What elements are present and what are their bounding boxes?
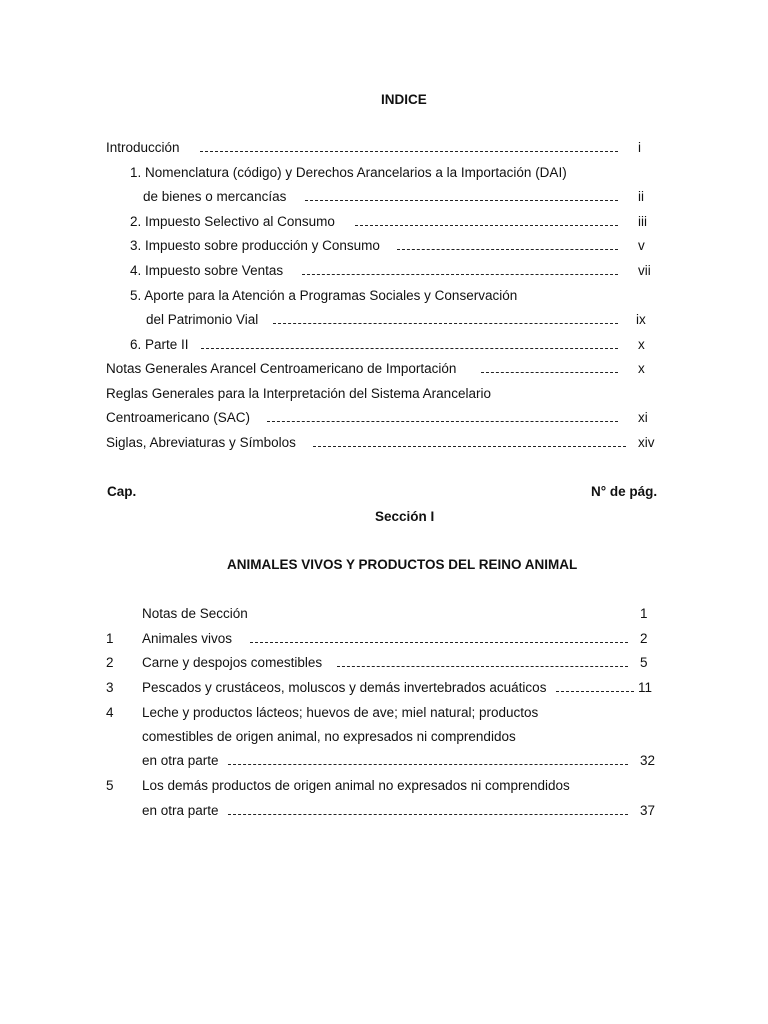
toc-entry-page: i [638, 140, 641, 155]
page-number-column-header: N° de pág. [591, 484, 658, 499]
chapter-label: Los demás productos de origen animal no expresados ni comprendidos [142, 778, 570, 793]
dot-leader [228, 764, 628, 765]
section-heading: ANIMALES VIVOS Y PRODUCTOS DEL REINO ANIMAL [227, 557, 578, 572]
toc-entry-label: Reglas Generales para la Interpretación del Sistema Arancelario [106, 386, 491, 401]
dot-leader [305, 200, 618, 201]
toc-entry-label: 3. Impuesto sobre producción y Consumo [130, 238, 380, 253]
dot-leader [201, 348, 618, 349]
toc-entry-page: vii [638, 263, 651, 278]
chapter-label: Pescados y crustáceos, moluscos y demás invertebrados acuáticos [142, 680, 547, 695]
chapter-number: 2 [106, 655, 114, 670]
toc-entry-label: 1. Nomenclatura (código) y Derechos Arancelarios a la Importación (DAI) [130, 165, 567, 180]
toc-entry-page: x [638, 337, 645, 352]
toc-entry-page: xiv [638, 435, 655, 450]
chapter-page: 2 [640, 631, 648, 646]
chapter-number: 4 [106, 705, 114, 720]
chapter-label: Carne y despojos comestibles [142, 655, 323, 670]
toc-entry-label: de bienes o mercancías [143, 189, 287, 204]
dot-leader [267, 421, 618, 422]
dot-leader [302, 274, 618, 275]
toc-entry-page: ii [638, 189, 644, 204]
toc-entry-label: del Patrimonio Vial [146, 312, 259, 327]
chapter-page: 37 [640, 803, 656, 818]
toc-entry-label: Siglas, Abreviaturas y Símbolos [106, 435, 296, 450]
toc-entry-label: Centroamericano (SAC) [106, 410, 251, 425]
toc-entry-label: 5. Aporte para la Atención a Programas Sociales y Conservación [130, 288, 518, 303]
toc-entry-label: Notas Generales Arancel Centroamericano de Importación [106, 361, 457, 376]
chapter-label: en otra parte [142, 803, 219, 818]
dot-leader [397, 249, 618, 250]
toc-entry-label: 6. Parte II [130, 337, 189, 352]
dot-leader [313, 446, 626, 447]
toc-entry-label: 2. Impuesto Selectivo al Consumo [130, 214, 335, 229]
chapter-number: 1 [106, 631, 114, 646]
chapter-page: 11 [638, 680, 653, 695]
section-name: Sección I [375, 509, 435, 524]
chapter-number: 5 [106, 778, 114, 793]
toc-entry-page: iii [638, 214, 647, 229]
dot-leader [273, 323, 618, 324]
dot-leader [337, 666, 628, 667]
toc-entry-page: ix [636, 312, 646, 327]
dot-leader [556, 691, 634, 692]
page-title: INDICE [381, 92, 427, 107]
toc-entry-label: 4. Impuesto sobre Ventas [130, 263, 284, 278]
toc-entry-page: x [638, 361, 645, 376]
chapter-page: 1 [640, 606, 648, 621]
toc-entry-page: xi [638, 410, 648, 425]
toc-entry-label: Introducción [106, 140, 180, 155]
dot-leader [481, 372, 618, 373]
cap-column-header: Cap. [107, 484, 137, 499]
chapter-label: Leche y productos lácteos; huevos de ave; miel natural; productos [142, 705, 539, 720]
chapter-page: 5 [640, 655, 648, 670]
dot-leader [250, 642, 628, 643]
toc-entry-page: v [638, 238, 645, 253]
chapter-label: comestibles de origen animal, no expresados ni comprendidos [142, 729, 516, 744]
chapter-label: en otra parte [142, 753, 219, 768]
dot-leader [355, 225, 618, 226]
dot-leader [228, 814, 628, 815]
chapter-number: 3 [106, 680, 114, 695]
dot-leader [200, 151, 618, 152]
chapter-page: 32 [640, 753, 656, 768]
chapter-label: Animales vivos [142, 631, 233, 646]
chapter-label: Notas de Sección [142, 606, 248, 621]
